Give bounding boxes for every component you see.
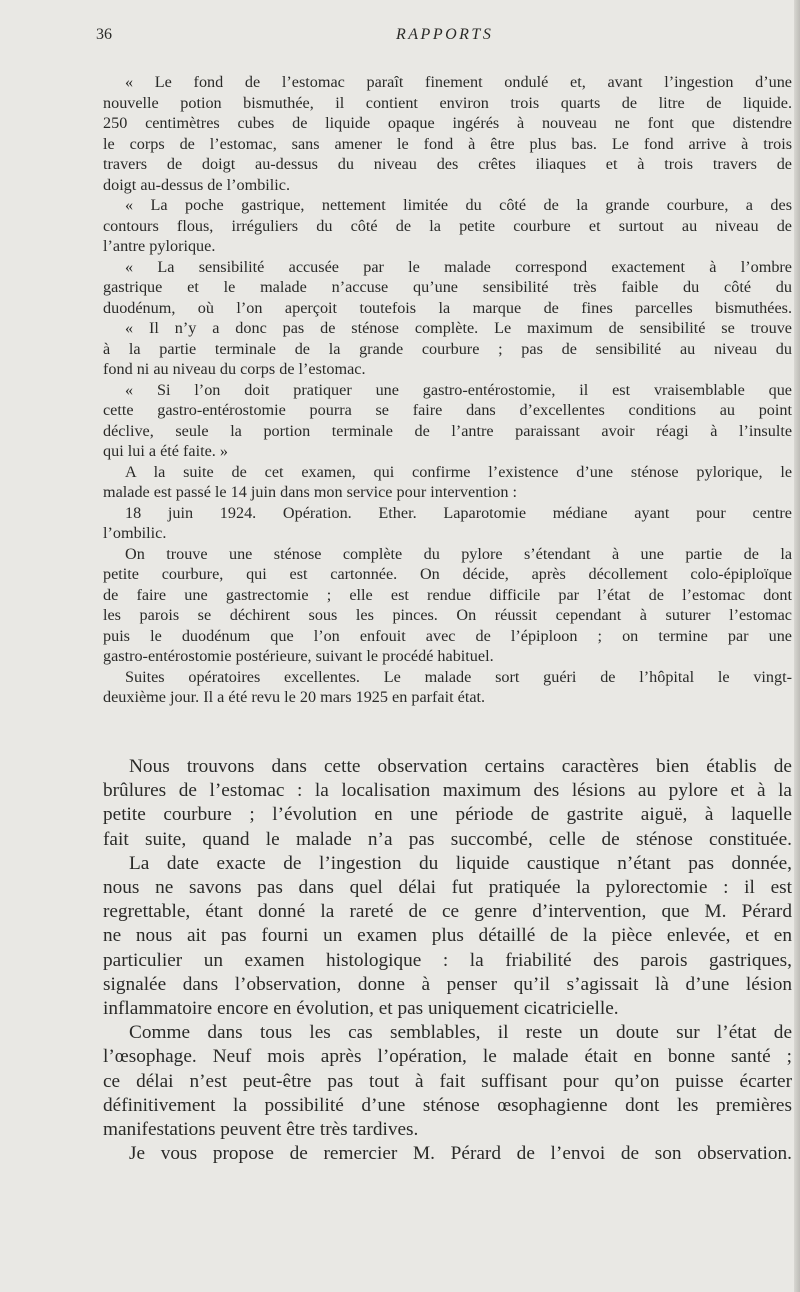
text-line: « La sensibilité accusée par le malade correspond exactement à l’ombre <box>125 257 792 276</box>
text-line: 250 centimètres cubes de liquide opaque ingérés à nouveau ne font que distendre <box>103 114 792 132</box>
text-line: « Le fond de l’estomac paraît finement ondulé et, avant l’ingestion d’une <box>125 73 792 91</box>
text-line: nous ne savons pas dans quel délai fut pratiquée la pylorectomie : il est <box>103 877 792 899</box>
text-line: On trouve une sténose complète du pylore s’étendant à une partie de la <box>125 544 792 563</box>
text-line: à la partie terminale de la grande courbure ; pas de sensibilité au niveau du <box>103 339 792 358</box>
text-line: contours flous, irréguliers du côté de la petite courbure et surtout au niveau de <box>103 216 792 235</box>
text-line: Suites opératoires excellentes. Le malade sort guéri de l’hôpital le vingt- <box>125 667 792 686</box>
page-edge <box>794 0 800 1292</box>
text-line: A la suite de cet examen, qui confirme l’existence d’une sténose pylorique, le <box>125 462 792 481</box>
rapporteur-commentary <box>103 755 792 1166</box>
running-title: RAPPORTS <box>396 26 494 43</box>
page-header <box>96 26 792 50</box>
text-line: l’antre pylorique. <box>103 237 216 255</box>
text-line: gastrique et le malade n’accuse qu’une sensibilité très faible du côté du <box>103 278 792 296</box>
text-line: 18 juin 1924. Opération. Ether. Laparotomie médiane ayant pour centre <box>125 503 792 522</box>
text-line: inflammatoire encore en évolution, et pas uniquement cicatricielle. <box>103 998 619 1020</box>
text-line: deuxième jour. Il a été revu le 20 mars 1925 en parfait état. <box>103 688 486 706</box>
page-number: 36 <box>96 26 112 43</box>
text-line: signalée dans l’observation, donne à penser qu’il s’agissait là d’une lésion <box>103 973 792 995</box>
text-line: puis le duodénum que l’on enfouit avec de l’épiploon ; on termine par une <box>103 626 792 645</box>
text-line: ne nous ait pas fourni un examen plus détaillé de la pièce enlevée, et en <box>103 925 792 947</box>
text-line: particulier un examen histologique : la friabilité des parois gastriques, <box>103 949 792 971</box>
text-line: Nous trouvons dans cette observation certains caractères bien établis de <box>129 756 792 777</box>
text-line: ce délai n’est peut-être pas tout à fait suffisant pour qu’on puisse écarter <box>103 1070 792 1092</box>
text-line: fait suite, quand le malade n’a pas succombé, celle de sténose constituée. <box>103 828 792 850</box>
text-line: gastro-entérostomie postérieure, suivant le procédé habituel. <box>103 647 494 665</box>
text-line: duodénum, où l’on aperçoit toutefois la marque de fines parcelles bismuthées. <box>103 298 792 317</box>
text-line: « Il n’y a donc pas de sténose complète. Le maximum de sensibilité se trouve <box>125 319 792 337</box>
text-line: l’ombilic. <box>103 524 167 542</box>
text-line: travers de doigt au-dessus du niveau des crêtes iliaques et à trois travers de <box>103 155 792 173</box>
text-line: cette gastro-entérostomie pourra se faire dans d’excellentes conditions au point <box>103 401 792 419</box>
text-line: malade est passé le 14 juin dans mon service pour intervention : <box>103 483 518 501</box>
text-line: manifestations peuvent être très tardives. <box>103 1119 419 1141</box>
text-line: nouvelle potion bismuthée, il contient environ trois quarts de litre de liquide. <box>103 93 792 112</box>
text-line: déclive, seule la portion terminale de l’antre paraissant avoir réagi à l’insulte <box>103 421 792 440</box>
text-line: petite courbure, qui est cartonnée. On décide, après décollement colo-épiploïque <box>103 565 792 583</box>
text-line: petite courbure ; l’évolution en une période de gastrite aiguë, à laquelle <box>103 804 792 826</box>
text-line: brûlures de l’estomac : la localisation maximum des lésions au pylore et à la <box>103 780 792 802</box>
quoted-observation <box>103 72 792 708</box>
text-line: « Si l’on doit pratiquer une gastro-entérostomie, il est vraisemblable que <box>125 380 792 399</box>
text-line: doigt au-dessus de l’ombilic. <box>103 175 291 194</box>
text-line: l’œsophage. Neuf mois après l’opération, le malade était en bonne santé ; <box>103 1046 792 1068</box>
text-line: le corps de l’estomac, sans amener le fond à être plus bas. Le fond arrive à trois <box>103 134 792 153</box>
text-line: de faire une gastrectomie ; elle est rendue difficile par l’état de l’estomac dont <box>103 585 792 604</box>
text-line: Je vous propose de remercier M. Pérard de l’envoi de son observation. <box>129 1143 792 1165</box>
text-line: La date exacte de l’ingestion du liquide caustique n’étant pas donnée, <box>129 852 792 874</box>
text-line: « La poche gastrique, nettement limitée du côté de la grande courbure, a des <box>125 196 792 214</box>
text-line: définitivement la possibilité d’une sténose œsophagienne dont les premières <box>103 1094 792 1116</box>
text-line: qui lui a été faite. » <box>103 442 228 460</box>
text-line: Comme dans tous les cas semblables, il reste un doute sur l’état de <box>129 1022 792 1044</box>
text-line: regrettable, étant donné la rareté de ce genre d’intervention, que M. Pérard <box>103 901 792 923</box>
text-line: les parois se déchirent sous les pinces. On réussit cependant à suturer l’estomac <box>103 606 792 624</box>
text-line: fond ni au niveau du corps de l’estomac. <box>103 360 366 378</box>
